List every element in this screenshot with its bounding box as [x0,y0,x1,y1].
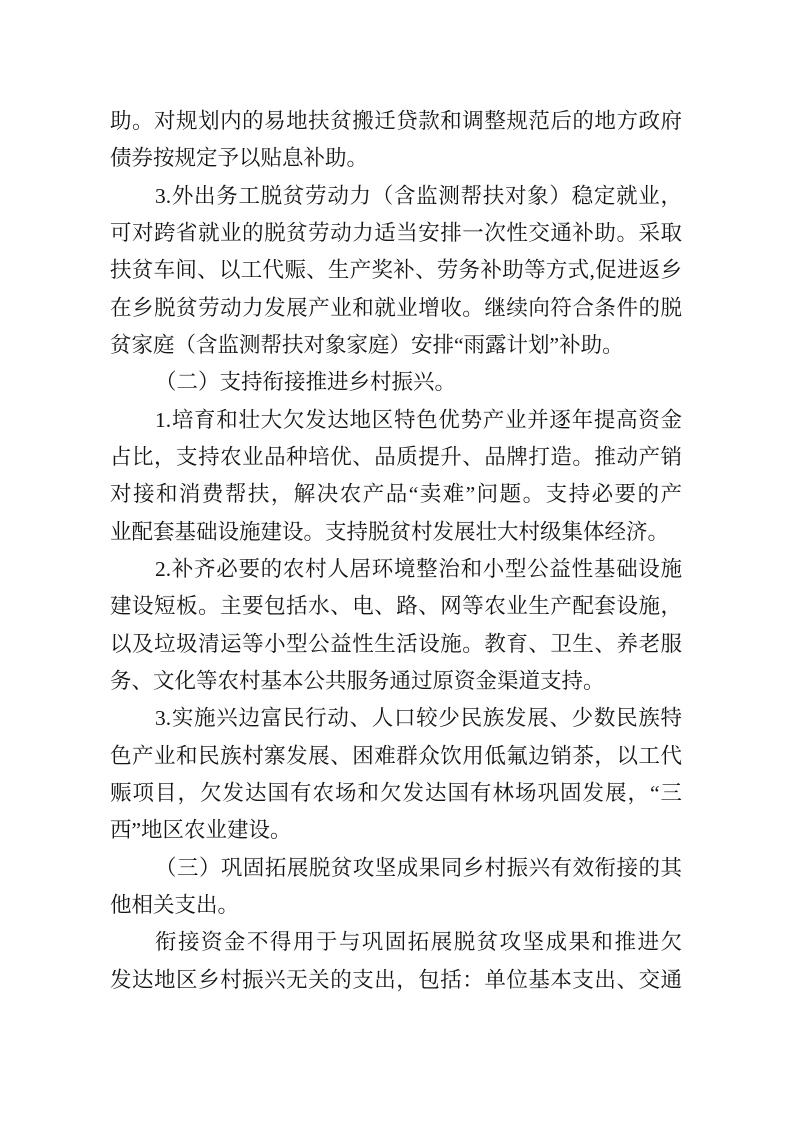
text-line: 对接和消费帮扶，解决农产品“卖难”问题。支持必要的产 [110,482,682,507]
text-line: 贫家庭（含监测帮扶对象家庭）安排“雨露计划”补助。 [110,332,624,357]
text-line: 业配套基础设施建设。支持脱贫村发展壮大村级集体经济。 [110,519,670,544]
text-line: 2.补齐必要的农村人居环境整治和小型公益性基础设施 [155,556,682,581]
text-line: 可对跨省就业的脱贫劳动力适当安排一次性交通补助。采取 [110,220,682,245]
text-line: 衔接资金不得用于与巩固拓展脱贫攻坚成果和推进欠 [155,930,682,955]
text-line: 他相关支出。 [110,892,240,917]
text-line: 3.外出务工脱贫劳动力（含监测帮扶对象）稳定就业， [155,183,682,208]
text-line: 助。对规划内的易地扶贫搬迁贷款和调整规范后的地方政府 [110,109,682,133]
text-line: 1.培育和壮大欠发达地区特色优势产业并逐年提高资金 [155,407,682,432]
text-line: 务、文化等农村基本公共服务通过原资金渠道支持。 [110,668,605,693]
text-line: 在乡脱贫劳动力发展产业和就业增收。继续向符合条件的脱 [110,295,682,320]
text-line: 色产业和民族村寨发展、困难群众饮用低氟边销茶，以工代 [110,743,682,768]
text-line: （三）巩固拓展脱贫攻坚成果同乡村振兴有效衔接的其 [155,855,682,880]
text-line: 占比，支持农业品种培优、品质提升、品牌打造。推动产销 [110,444,682,469]
text-line: 以及垃圾清运等小型公益性生活设施。教育、卫生、养老服 [110,631,682,656]
document-body [110,103,682,999]
text-line: 债券按规定予以贴息补助。 [110,146,369,171]
text-line: 建设短板。主要包括水、电、路、网等农业生产配套设施， [110,594,682,619]
text-line: 3.实施兴边富民行动、人口较少民族发展、少数民族特 [155,706,682,731]
text-line: 发达地区乡村振兴无关的支出，包括：单位基本支出、交通 [110,967,682,992]
text-line: 扶贫车间、以工代赈、生产奖补、劳务补助等方式,促进返乡 [110,258,682,283]
text-line: 赈项目，欠发达国有农场和欠发达国有林场巩固发展，“三 [110,780,682,805]
text-line: 西”地区农业建设。 [110,818,292,843]
text-line: （二）支持衔接推进乡村振兴。 [155,370,457,395]
